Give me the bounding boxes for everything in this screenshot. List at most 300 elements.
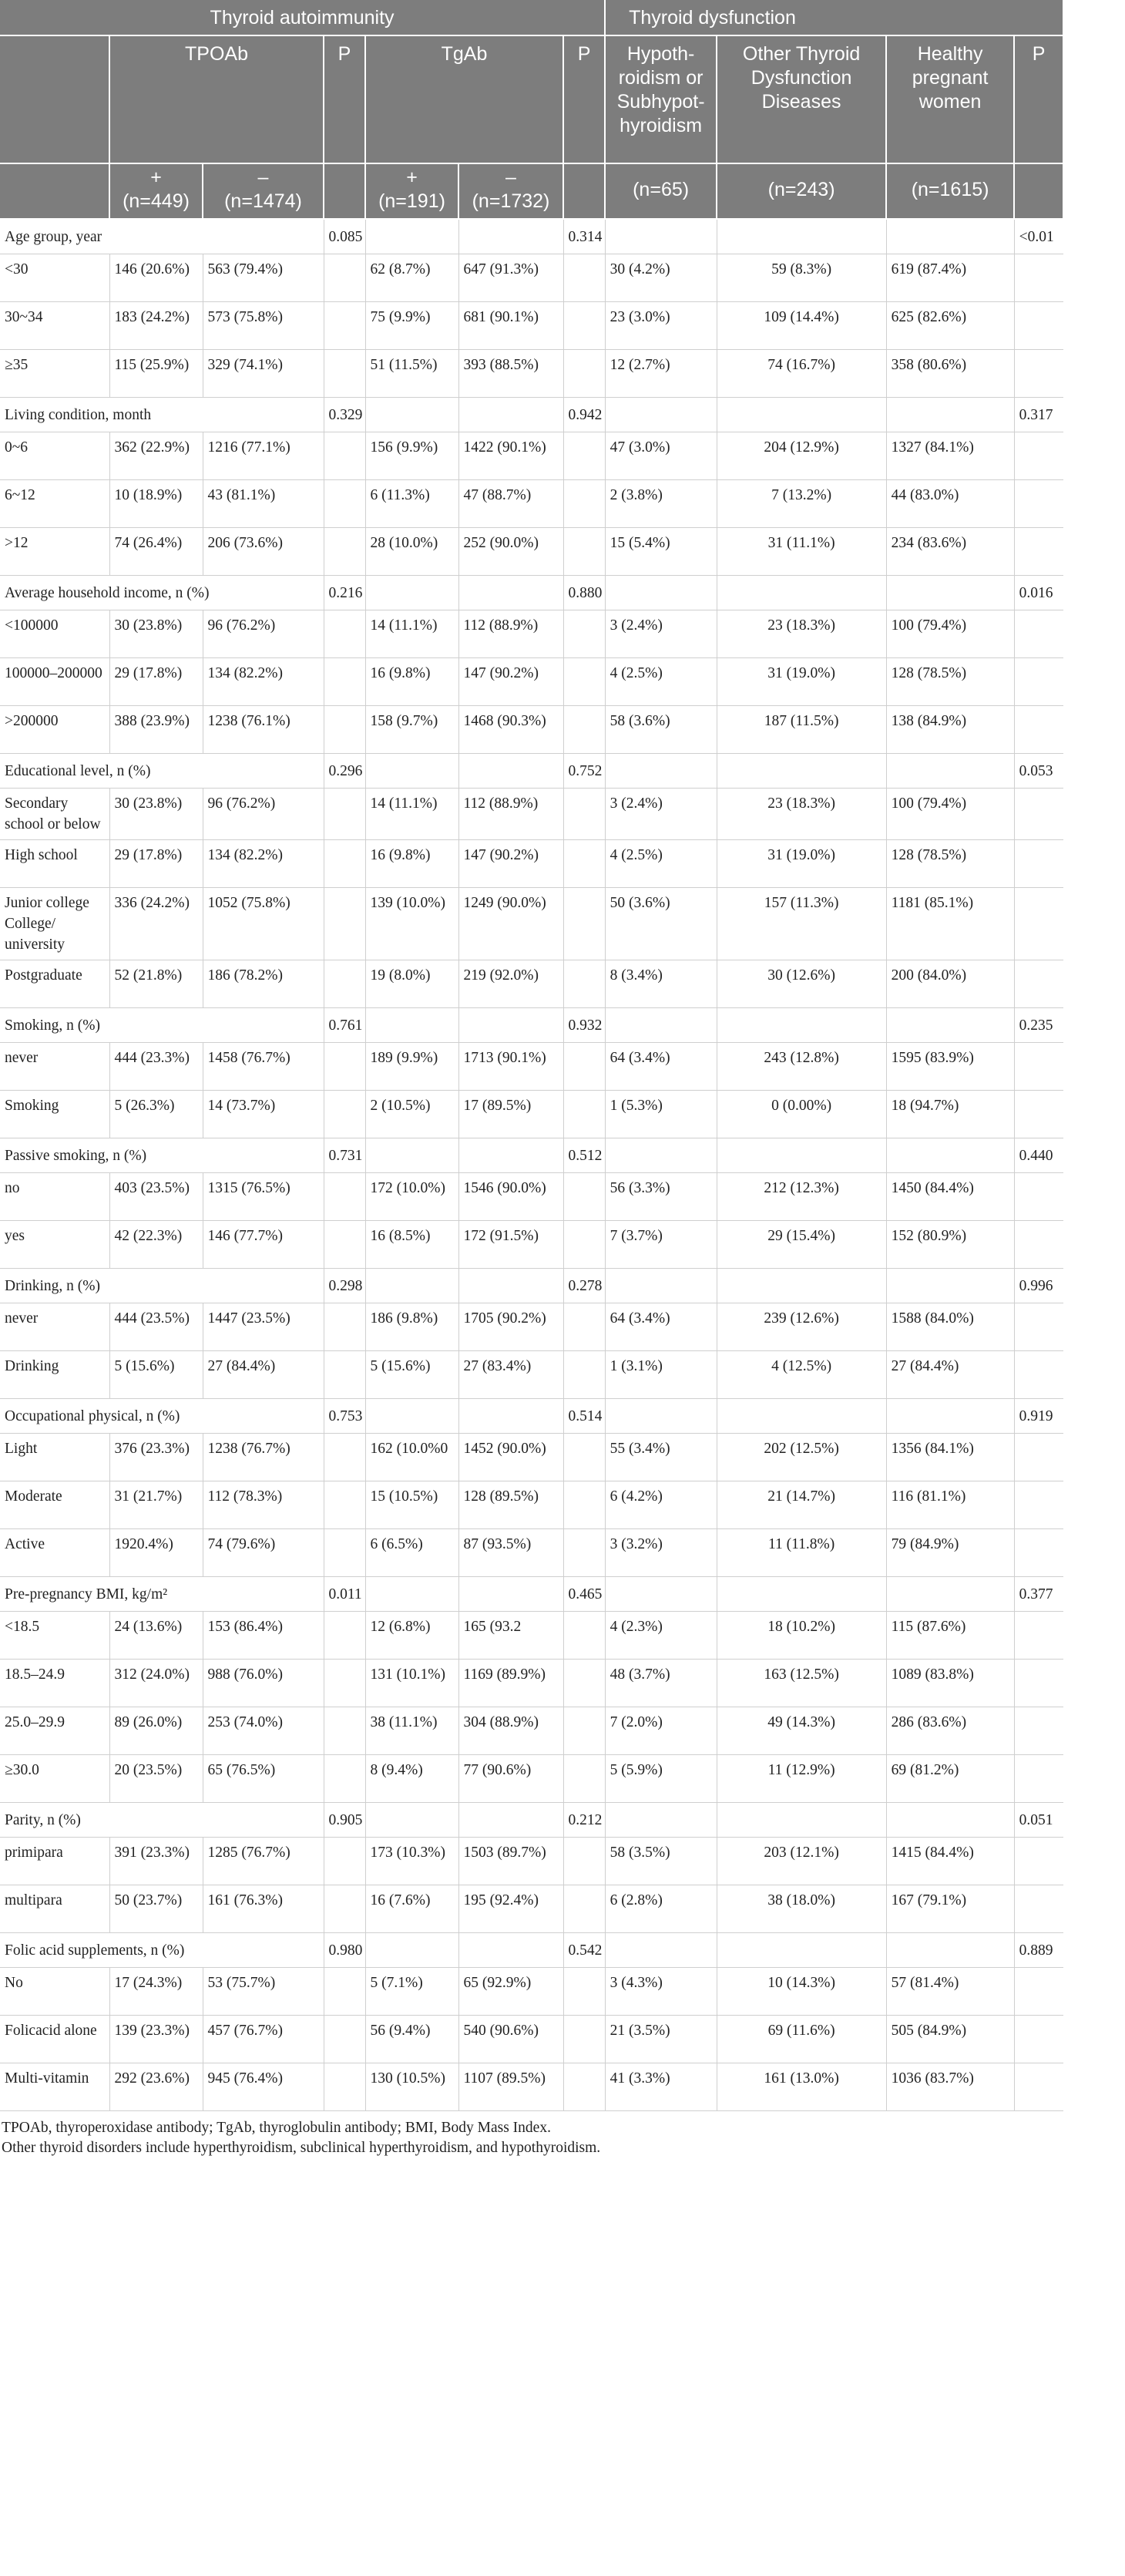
healthy-cell: 234 (83.6%) bbox=[886, 527, 1014, 575]
empty-cell bbox=[1014, 1172, 1063, 1220]
p-subheader-tpoab bbox=[324, 163, 365, 219]
tgab-positive-cell: 16 (9.8%) bbox=[365, 839, 458, 887]
empty-cell bbox=[458, 1576, 563, 1611]
tpoab-positive-cell: 89 (26.0%) bbox=[109, 1707, 203, 1754]
empty-cell bbox=[886, 1576, 1014, 1611]
category-label: Average household income, n (%) bbox=[0, 575, 324, 610]
tgab-negative-cell: 304 (88.9%) bbox=[458, 1707, 563, 1754]
empty-cell bbox=[324, 1528, 365, 1576]
tpoab-negative-cell: 134 (82.2%) bbox=[203, 839, 324, 887]
tpoab-negative-cell: 1052 (75.8%) bbox=[203, 887, 324, 960]
empty-cell bbox=[886, 575, 1014, 610]
empty-cell bbox=[1014, 1090, 1063, 1138]
category-label: Folic acid supplements, n (%) bbox=[0, 1932, 324, 1967]
empty-cell bbox=[563, 349, 605, 397]
empty-cell bbox=[458, 1398, 563, 1433]
p-header-tgab: P bbox=[563, 35, 605, 163]
tgab-positive-cell: 5 (15.6%) bbox=[365, 1350, 458, 1398]
empty-cell bbox=[458, 1007, 563, 1042]
empty-cell bbox=[324, 254, 365, 301]
healthy-cell: 128 (78.5%) bbox=[886, 657, 1014, 705]
tgab-negative-cell: 1169 (89.9%) bbox=[458, 1659, 563, 1707]
empty-cell bbox=[324, 1659, 365, 1707]
empty-cell bbox=[365, 1007, 458, 1042]
tgab-negative-cell: 27 (83.4%) bbox=[458, 1350, 563, 1398]
empty-cell bbox=[1014, 1837, 1063, 1885]
healthy-cell: 44 (83.0%) bbox=[886, 479, 1014, 527]
empty-cell bbox=[1014, 610, 1063, 657]
tpoab-positive-cell: 5 (15.6%) bbox=[109, 1350, 203, 1398]
tpoab-negative-cell: 161 (76.3%) bbox=[203, 1885, 324, 1932]
empty-cell bbox=[458, 1138, 563, 1172]
empty-cell bbox=[563, 527, 605, 575]
p-subheader-tgab bbox=[563, 163, 605, 219]
tpoab-header: TPOAb bbox=[109, 35, 324, 163]
tpoab-negative-cell: 329 (74.1%) bbox=[203, 349, 324, 397]
tpoab-negative-cell: 206 (73.6%) bbox=[203, 527, 324, 575]
other-dysfunction-cell: 204 (12.9%) bbox=[717, 432, 886, 479]
tpoab-negative-cell: 96 (76.2%) bbox=[203, 788, 324, 839]
tpoab-positive-cell: 29 (17.8%) bbox=[109, 657, 203, 705]
empty-cell bbox=[458, 575, 563, 610]
tpoab-negative-cell: 253 (74.0%) bbox=[203, 1707, 324, 1754]
tgab-positive-cell: 156 (9.9%) bbox=[365, 432, 458, 479]
other-dysfunction-cell: 49 (14.3%) bbox=[717, 1707, 886, 1754]
empty-cell bbox=[1014, 1611, 1063, 1659]
empty-cell bbox=[458, 753, 563, 788]
table-footnotes bbox=[0, 2111, 1065, 2158]
tgab-positive-cell: 131 (10.1%) bbox=[365, 1659, 458, 1707]
tpoab-negative-cell: 563 (79.4%) bbox=[203, 254, 324, 301]
empty-cell bbox=[324, 1433, 365, 1481]
p-value-dysfunction: 0.919 bbox=[1014, 1398, 1063, 1433]
p-value-dysfunction: 0.053 bbox=[1014, 753, 1063, 788]
tpoab-negative-cell: 945 (76.4%) bbox=[203, 2063, 324, 2110]
tgab-negative-cell: 393 (88.5%) bbox=[458, 349, 563, 397]
category-row bbox=[0, 1932, 1063, 1967]
empty-cell bbox=[1014, 1481, 1063, 1528]
p-value-tpoab: 0.905 bbox=[324, 1802, 365, 1837]
category-label: Pre-pregnancy BMI, kg/m² bbox=[0, 1576, 324, 1611]
hypothyroidism-cell: 64 (3.4%) bbox=[605, 1303, 717, 1350]
p-value-tgab: 0.942 bbox=[563, 397, 605, 432]
row-label: yes bbox=[0, 1220, 109, 1268]
other-dysfunction-cell: 69 (11.6%) bbox=[717, 2015, 886, 2063]
empty-cell bbox=[563, 1611, 605, 1659]
empty-cell bbox=[563, 839, 605, 887]
tpoab-negative-cell: 74 (79.6%) bbox=[203, 1528, 324, 1576]
tgab-positive-cell: 14 (11.1%) bbox=[365, 788, 458, 839]
empty-cell bbox=[1014, 2015, 1063, 2063]
empty-cell bbox=[1014, 960, 1063, 1007]
tgab-positive-header bbox=[365, 163, 458, 219]
healthy-cell: 619 (87.4%) bbox=[886, 254, 1014, 301]
tpoab-negative-cell: 988 (76.0%) bbox=[203, 1659, 324, 1707]
empty-cell bbox=[563, 657, 605, 705]
table-row bbox=[0, 527, 1063, 575]
category-label: Smoking, n (%) bbox=[0, 1007, 324, 1042]
tgab-positive-sign: + bbox=[406, 166, 418, 188]
empty-cell bbox=[563, 1433, 605, 1481]
empty-cell bbox=[458, 1268, 563, 1303]
empty-cell bbox=[886, 219, 1014, 254]
empty-cell bbox=[886, 1138, 1014, 1172]
healthy-cell: 18 (94.7%) bbox=[886, 1090, 1014, 1138]
tgab-positive-cell: 16 (7.6%) bbox=[365, 1885, 458, 1932]
tpoab-positive-cell: 336 (24.2%) bbox=[109, 887, 203, 960]
category-label: Educational level, n (%) bbox=[0, 753, 324, 788]
row-label: no bbox=[0, 1172, 109, 1220]
empty-cell bbox=[324, 788, 365, 839]
hypothyroidism-cell: 7 (3.7%) bbox=[605, 1220, 717, 1268]
tpoab-positive-header bbox=[109, 163, 203, 219]
empty-cell bbox=[605, 1007, 717, 1042]
empty-cell bbox=[717, 1932, 886, 1967]
table-row bbox=[0, 479, 1063, 527]
tgab-positive-cell: 139 (10.0%) bbox=[365, 887, 458, 960]
category-label: Drinking, n (%) bbox=[0, 1268, 324, 1303]
empty-cell bbox=[365, 219, 458, 254]
category-row bbox=[0, 1138, 1063, 1172]
p-value-tpoab: 0.216 bbox=[324, 575, 365, 610]
healthy-cell: 138 (84.9%) bbox=[886, 705, 1014, 753]
row-label: 100000–200000 bbox=[0, 657, 109, 705]
hypothyroidism-cell: 3 (4.3%) bbox=[605, 1967, 717, 2015]
empty-cell bbox=[605, 1932, 717, 1967]
tpoab-positive-cell: 20 (23.5%) bbox=[109, 1754, 203, 1802]
healthy-cell: 69 (81.2%) bbox=[886, 1754, 1014, 1802]
table-row bbox=[0, 1350, 1063, 1398]
tpoab-positive-cell: 31 (21.7%) bbox=[109, 1481, 203, 1528]
empty-cell bbox=[605, 1576, 717, 1611]
empty-cell bbox=[365, 1268, 458, 1303]
healthy-cell: 1181 (85.1%) bbox=[886, 887, 1014, 960]
empty-cell bbox=[563, 1659, 605, 1707]
tgab-negative-cell: 1713 (90.1%) bbox=[458, 1042, 563, 1090]
thyroid-autoimmunity-header: Thyroid autoimmunity bbox=[0, 0, 605, 35]
table-row bbox=[0, 1220, 1063, 1268]
empty-cell bbox=[324, 527, 365, 575]
tpoab-negative-cell: 112 (78.3%) bbox=[203, 1481, 324, 1528]
tpoab-positive-cell: 403 (23.5%) bbox=[109, 1172, 203, 1220]
tpoab-negative-cell: 457 (76.7%) bbox=[203, 2015, 324, 2063]
tgab-negative-cell: 1422 (90.1%) bbox=[458, 432, 563, 479]
p-value-tpoab: 0.296 bbox=[324, 753, 365, 788]
hypothyroidism-cell: 4 (2.3%) bbox=[605, 1611, 717, 1659]
table-row bbox=[0, 1837, 1063, 1885]
empty-cell bbox=[1014, 1433, 1063, 1481]
table-row bbox=[0, 349, 1063, 397]
empty-cell bbox=[1014, 527, 1063, 575]
tgab-positive-cell: 8 (9.4%) bbox=[365, 1754, 458, 1802]
other-dysfunction-cell: 23 (18.3%) bbox=[717, 610, 886, 657]
table-row bbox=[0, 2063, 1063, 2110]
tpoab-negative-cell: 1216 (77.1%) bbox=[203, 432, 324, 479]
category-row bbox=[0, 1268, 1063, 1303]
other-dysfunction-cell: 212 (12.3%) bbox=[717, 1172, 886, 1220]
empty-cell bbox=[717, 1802, 886, 1837]
empty-cell bbox=[886, 1932, 1014, 1967]
hypothyroidism-cell: 21 (3.5%) bbox=[605, 2015, 717, 2063]
row-label: ≥35 bbox=[0, 349, 109, 397]
healthy-cell: 27 (84.4%) bbox=[886, 1350, 1014, 1398]
healthy-cell: 152 (80.9%) bbox=[886, 1220, 1014, 1268]
empty-cell bbox=[324, 432, 365, 479]
empty-cell bbox=[324, 1885, 365, 1932]
category-row bbox=[0, 397, 1063, 432]
tgab-negative-cell: 1452 (90.0%) bbox=[458, 1433, 563, 1481]
p-value-tgab: 0.314 bbox=[563, 219, 605, 254]
tpoab-negative-cell: 1447 (23.5%) bbox=[203, 1303, 324, 1350]
other-dysfunction-cell: 31 (19.0%) bbox=[717, 657, 886, 705]
empty-cell bbox=[886, 1268, 1014, 1303]
p-value-dysfunction: 0.016 bbox=[1014, 575, 1063, 610]
row-label: Smoking bbox=[0, 1090, 109, 1138]
tgab-positive-cell: 6 (6.5%) bbox=[365, 1528, 458, 1576]
row-label: Light bbox=[0, 1433, 109, 1481]
tpoab-positive-cell: 24 (13.6%) bbox=[109, 1611, 203, 1659]
table-row bbox=[0, 1754, 1063, 1802]
row-label: Secondary school or below bbox=[0, 788, 109, 839]
tgab-negative-cell: 147 (90.2%) bbox=[458, 839, 563, 887]
empty-cell bbox=[563, 1754, 605, 1802]
other-dysfunction-cell: 0 (0.00%) bbox=[717, 1090, 886, 1138]
table-row bbox=[0, 301, 1063, 349]
other-dysfunction-header: Other Thyroid Dysfunction Diseases bbox=[717, 35, 886, 163]
row-label: Active bbox=[0, 1528, 109, 1576]
category-row bbox=[0, 1802, 1063, 1837]
healthy-cell: 625 (82.6%) bbox=[886, 301, 1014, 349]
row-label: 18.5–24.9 bbox=[0, 1659, 109, 1707]
tgab-negative-cell: 112 (88.9%) bbox=[458, 610, 563, 657]
empty-cell bbox=[717, 1007, 886, 1042]
empty-cell bbox=[1014, 657, 1063, 705]
tpoab-negative-cell: 65 (76.5%) bbox=[203, 1754, 324, 1802]
healthy-cell: 1356 (84.1%) bbox=[886, 1433, 1014, 1481]
table-row bbox=[0, 1967, 1063, 2015]
category-label: Living condition, month bbox=[0, 397, 324, 432]
tgab-negative-n: (n=1732) bbox=[472, 190, 550, 212]
empty-cell bbox=[1014, 479, 1063, 527]
category-row bbox=[0, 219, 1063, 254]
tpoab-negative-cell: 53 (75.7%) bbox=[203, 1967, 324, 2015]
empty-cell bbox=[563, 960, 605, 1007]
empty-cell bbox=[563, 610, 605, 657]
hypothyroidism-cell: 41 (3.3%) bbox=[605, 2063, 717, 2110]
healthy-cell: 1588 (84.0%) bbox=[886, 1303, 1014, 1350]
tgab-negative-cell: 172 (91.5%) bbox=[458, 1220, 563, 1268]
tpoab-negative-sign: – bbox=[257, 166, 269, 188]
empty-cell bbox=[324, 657, 365, 705]
p-value-tgab: 0.514 bbox=[563, 1398, 605, 1433]
tpoab-negative-cell: 573 (75.8%) bbox=[203, 301, 324, 349]
healthy-cell: 1327 (84.1%) bbox=[886, 432, 1014, 479]
healthy-cell: 79 (84.9%) bbox=[886, 1528, 1014, 1576]
hypothyroidism-cell: 30 (4.2%) bbox=[605, 254, 717, 301]
other-dysfunction-cell: 23 (18.3%) bbox=[717, 788, 886, 839]
row-label: 0~6 bbox=[0, 432, 109, 479]
empty-cell bbox=[563, 2063, 605, 2110]
p-subheader-dysfunction bbox=[1014, 163, 1063, 219]
hypothyroidism-cell: 23 (3.0%) bbox=[605, 301, 717, 349]
empty-cell bbox=[1014, 1659, 1063, 1707]
hypothyroidism-cell: 50 (3.6%) bbox=[605, 887, 717, 960]
tpoab-positive-cell: 17 (24.3%) bbox=[109, 1967, 203, 2015]
empty-cell bbox=[1014, 1303, 1063, 1350]
category-row bbox=[0, 575, 1063, 610]
hypothyroidism-cell: 3 (2.4%) bbox=[605, 788, 717, 839]
row-label: 25.0–29.9 bbox=[0, 1707, 109, 1754]
tgab-positive-cell: 75 (9.9%) bbox=[365, 301, 458, 349]
tgab-positive-cell: 5 (7.1%) bbox=[365, 1967, 458, 2015]
tpoab-negative-cell: 1238 (76.7%) bbox=[203, 1433, 324, 1481]
empty-cell bbox=[563, 479, 605, 527]
category-row bbox=[0, 1576, 1063, 1611]
hypothyroidism-cell: 47 (3.0%) bbox=[605, 432, 717, 479]
other-dysfunction-cell: 74 (16.7%) bbox=[717, 349, 886, 397]
tpoab-negative-cell: 1315 (76.5%) bbox=[203, 1172, 324, 1220]
empty-cell bbox=[1014, 1754, 1063, 1802]
empty-cell bbox=[365, 1932, 458, 1967]
table-row bbox=[0, 610, 1063, 657]
hypothyroidism-cell: 48 (3.7%) bbox=[605, 1659, 717, 1707]
empty-cell bbox=[563, 1090, 605, 1138]
empty-cell bbox=[717, 575, 886, 610]
tgab-negative-cell: 47 (88.7%) bbox=[458, 479, 563, 527]
tgab-positive-cell: 158 (9.7%) bbox=[365, 705, 458, 753]
tpoab-positive-cell: 29 (17.8%) bbox=[109, 839, 203, 887]
other-dysfunction-cell: 59 (8.3%) bbox=[717, 254, 886, 301]
tpoab-negative-cell: 1285 (76.7%) bbox=[203, 1837, 324, 1885]
empty-cell bbox=[324, 1042, 365, 1090]
empty-cell bbox=[1014, 705, 1063, 753]
row-label: primipara bbox=[0, 1837, 109, 1885]
empty-cell bbox=[1014, 1042, 1063, 1090]
empty-cell bbox=[886, 1802, 1014, 1837]
empty-cell bbox=[605, 1802, 717, 1837]
empty-cell bbox=[563, 1042, 605, 1090]
empty-cell bbox=[563, 1967, 605, 2015]
p-value-tgab: 0.212 bbox=[563, 1802, 605, 1837]
tpoab-positive-cell: 391 (23.3%) bbox=[109, 1837, 203, 1885]
p-value-tgab: 0.932 bbox=[563, 1007, 605, 1042]
hypothyroidism-cell: 58 (3.5%) bbox=[605, 1837, 717, 1885]
tgab-positive-cell: 186 (9.8%) bbox=[365, 1303, 458, 1350]
tgab-positive-cell: 6 (11.3%) bbox=[365, 479, 458, 527]
empty-cell bbox=[458, 397, 563, 432]
row-label: Multi-vitamin bbox=[0, 2063, 109, 2110]
empty-cell bbox=[324, 1090, 365, 1138]
healthy-cell: 128 (78.5%) bbox=[886, 839, 1014, 887]
tgab-negative-cell: 219 (92.0%) bbox=[458, 960, 563, 1007]
p-value-tpoab: 0.298 bbox=[324, 1268, 365, 1303]
tgab-negative-cell: 1503 (89.7%) bbox=[458, 1837, 563, 1885]
empty-cell bbox=[717, 1138, 886, 1172]
tpoab-positive-cell: 115 (25.9%) bbox=[109, 349, 203, 397]
healthy-cell: 115 (87.6%) bbox=[886, 1611, 1014, 1659]
empty-cell bbox=[1014, 788, 1063, 839]
empty-cell bbox=[324, 1172, 365, 1220]
empty-cell bbox=[365, 575, 458, 610]
empty-cell bbox=[324, 2063, 365, 2110]
empty-cell bbox=[324, 1967, 365, 2015]
table-row bbox=[0, 1528, 1063, 1576]
empty-cell bbox=[886, 1007, 1014, 1042]
tpoab-positive-sign: + bbox=[150, 166, 162, 188]
tgab-positive-cell: 12 (6.8%) bbox=[365, 1611, 458, 1659]
row-label: never bbox=[0, 1042, 109, 1090]
tpoab-negative-cell: 96 (76.2%) bbox=[203, 610, 324, 657]
empty-cell bbox=[324, 1707, 365, 1754]
empty-cell bbox=[886, 1398, 1014, 1433]
empty-cell bbox=[563, 887, 605, 960]
tgab-negative-header bbox=[458, 163, 563, 219]
healthy-cell: 100 (79.4%) bbox=[886, 788, 1014, 839]
p-value-tpoab: 0.980 bbox=[324, 1932, 365, 1967]
p-value-tgab: 0.278 bbox=[563, 1268, 605, 1303]
category-label: Passive smoking, n (%) bbox=[0, 1138, 324, 1172]
tpoab-positive-cell: 30 (23.8%) bbox=[109, 788, 203, 839]
healthy-cell: 286 (83.6%) bbox=[886, 1707, 1014, 1754]
other-dysfunction-cell: 109 (14.4%) bbox=[717, 301, 886, 349]
healthy-cell: 505 (84.9%) bbox=[886, 2015, 1014, 2063]
hypothyroidism-cell: 1 (3.1%) bbox=[605, 1350, 717, 1398]
tgab-positive-cell: 16 (9.8%) bbox=[365, 657, 458, 705]
tgab-negative-cell: 195 (92.4%) bbox=[458, 1885, 563, 1932]
empty-cell bbox=[1014, 887, 1063, 960]
other-dysfunction-cell: 31 (19.0%) bbox=[717, 839, 886, 887]
tpoab-negative-cell: 43 (81.1%) bbox=[203, 479, 324, 527]
empty-cell bbox=[458, 1932, 563, 1967]
table-row bbox=[0, 960, 1063, 1007]
empty-cell bbox=[563, 705, 605, 753]
tpoab-positive-cell: 388 (23.9%) bbox=[109, 705, 203, 753]
tgab-positive-cell: 189 (9.9%) bbox=[365, 1042, 458, 1090]
tgab-positive-cell: 162 (10.0%0 bbox=[365, 1433, 458, 1481]
row-label: 6~12 bbox=[0, 479, 109, 527]
empty-cell bbox=[605, 1398, 717, 1433]
tpoab-negative-cell: 186 (78.2%) bbox=[203, 960, 324, 1007]
p-value-tgab: 0.880 bbox=[563, 575, 605, 610]
p-value-tpoab: 0.761 bbox=[324, 1007, 365, 1042]
footnote-other-disorders: Other thyroid disorders include hyperthyroidism, subclinical hyperthyroidism, and hypothyroidism. bbox=[2, 2139, 601, 2156]
empty-cell bbox=[563, 1528, 605, 1576]
tpoab-positive-cell: 183 (24.2%) bbox=[109, 301, 203, 349]
row-label: Junior college College/ university bbox=[0, 887, 109, 960]
empty-cell bbox=[886, 753, 1014, 788]
empty-cell bbox=[324, 610, 365, 657]
other-dysfunction-cell: 7 (13.2%) bbox=[717, 479, 886, 527]
healthy-cell: 167 (79.1%) bbox=[886, 1885, 1014, 1932]
tgab-positive-cell: 51 (11.5%) bbox=[365, 349, 458, 397]
tpoab-positive-cell: 30 (23.8%) bbox=[109, 610, 203, 657]
row-label: High school bbox=[0, 839, 109, 887]
row-label: <100000 bbox=[0, 610, 109, 657]
other-dysfunction-cell: 38 (18.0%) bbox=[717, 1885, 886, 1932]
table-row bbox=[0, 1885, 1063, 1932]
row-label: ≥30.0 bbox=[0, 1754, 109, 1802]
table-row bbox=[0, 1433, 1063, 1481]
healthy-cell: 358 (80.6%) bbox=[886, 349, 1014, 397]
p-value-dysfunction: 0.377 bbox=[1014, 1576, 1063, 1611]
other-dysfunction-cell: 21 (14.7%) bbox=[717, 1481, 886, 1528]
p-value-dysfunction: 0.996 bbox=[1014, 1268, 1063, 1303]
empty-cell bbox=[1014, 1967, 1063, 2015]
empty-cell bbox=[458, 1802, 563, 1837]
table-row bbox=[0, 1659, 1063, 1707]
empty-cell bbox=[365, 1398, 458, 1433]
thyroid-dysfunction-header: Thyroid dysfunction bbox=[605, 0, 1063, 35]
